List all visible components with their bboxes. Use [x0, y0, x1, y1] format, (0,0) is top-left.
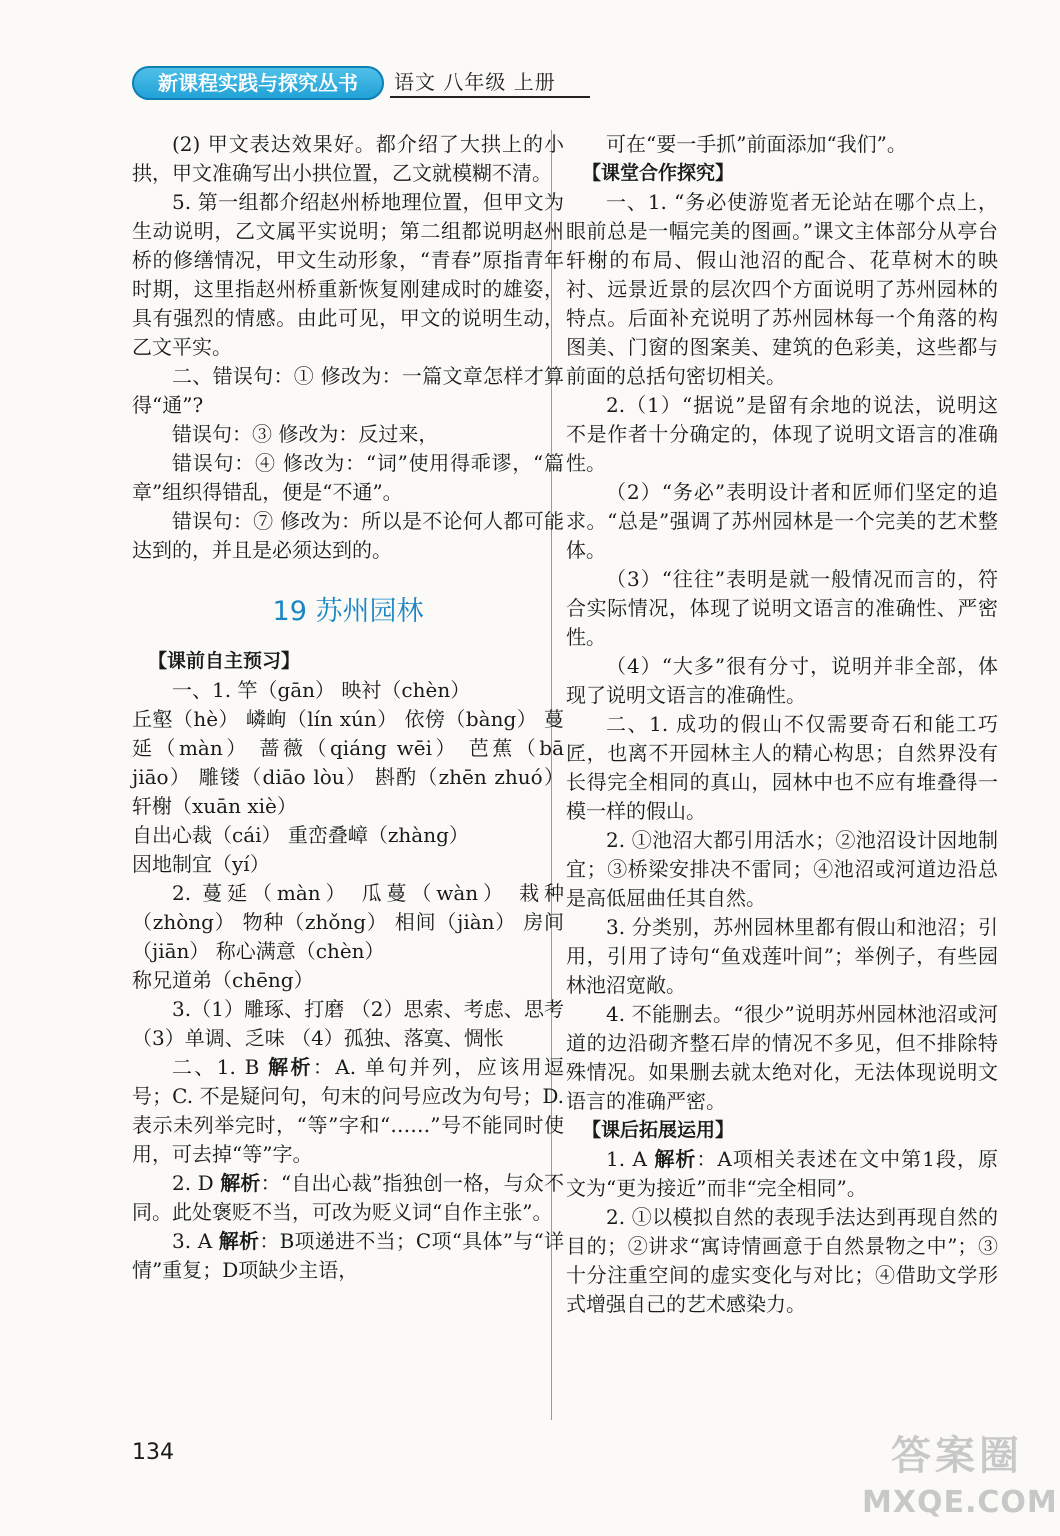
vocab-line: 一、1. 竿（gān） 映衬（chèn） — [172, 678, 471, 702]
answer-item — [566, 1145, 998, 1203]
analysis-text: ：A项相关表述在文中第1段，原文为“更为接近”而非“完全相同”。 — [566, 1147, 999, 1200]
answer-paragraph: 4. 不能删去。“很少”说明苏州园林池沼或河道的边沿砌齐整石岸的情况不多见，但不排除特殊情况。如果删去就太绝对化，无法体现说明文语言的准确严密。 — [566, 1002, 998, 1113]
subject-label: 语文 八年级 上册 — [394, 70, 556, 94]
vocab-line: 自出心裁（cái） 重峦叠嶂（zhàng） — [132, 823, 469, 847]
left-column — [132, 130, 564, 1285]
answer-paragraph: 5. 第一组都介绍赵州桥地理位置，但甲文为生动说明，乙文属平实说明；第二组都说明赵州桥的修缮情况，甲文生动形象，“青春”原指青年时期，这里指赵州桥重新恢复刚建成时的雄姿，具有强烈的情感。由此可见，甲文的说明生动，乙文平实。 — [132, 190, 564, 359]
analysis-label: 解析 — [218, 1229, 260, 1253]
answer-item — [132, 1169, 564, 1227]
book-header — [132, 66, 592, 100]
question-number: 1. A — [606, 1147, 647, 1171]
section-heading: 【课堂合作探究】 — [582, 162, 735, 184]
answer-paragraph: 错误句：④ 修改为：“词”使用得乖谬，“篇章”组织得错乱，便是“不通”。 — [132, 451, 564, 504]
answer-paragraph: 3. 分类别，苏州园林里都有假山和池沼；引用，引用了诗句“鱼戏莲叶间”；举例子，有些园林池沼宽敞。 — [566, 915, 998, 997]
question-number: 3. A — [172, 1229, 213, 1253]
section-heading: 【课后拓展运用】 — [582, 1119, 735, 1141]
answer-paragraph: 2. ①以模拟自然的表现手法达到再现自然的目的；②讲求“寓诗情画意于自然景物之中”；③十分注重空间的虚实变化与对比；④借助文学形式增强自己的艺术感染力。 — [566, 1205, 998, 1316]
analysis-text: ：B项递进不当；C项“具体”与“详情”重复；D项缺少主语， — [132, 1229, 564, 1282]
page-number: 134 — [132, 1440, 174, 1465]
answer-paragraph: 二、错误句：① 修改为：一篇文章怎样才算得“通”? — [132, 364, 564, 417]
vocab-line: 因地制宜（yí） — [132, 852, 270, 876]
answer-item — [132, 1227, 564, 1285]
analysis-label: 解析 — [268, 1055, 313, 1079]
answer-paragraph: 错误句：⑦ 修改为：所以是不论何人都可能达到的，并且是必须达到的。 — [132, 509, 564, 562]
analysis-label: 解析 — [654, 1147, 697, 1171]
analysis-label: 解析 — [220, 1171, 261, 1195]
header-underline — [390, 96, 590, 98]
answer-paragraph: （2）“务必”表明设计者和匠师们坚定的追求。“总是”强调了苏州园林是一个完美的艺术整体。 — [566, 480, 998, 562]
answer-paragraph: 可在“要一手抓”前面添加“我们”。 — [606, 132, 907, 156]
analysis-text: ：A. 单句并列，应该用逗号；C. 不是疑问句，句末的问号应改为句号；D. 表示未列举完时，“等”字和“……”号不能同时使用，可去掉“等”字。 — [132, 1055, 565, 1166]
answer-paragraph: （3）“往往”表明是就一般情况而言的，符合实际情况，体现了说明文语言的准确性、严密性。 — [566, 567, 998, 649]
answer-paragraph: （4）“大多”很有分寸，说明并非全部，体现了说明文语言的准确性。 — [566, 654, 998, 707]
series-badge: 新课程实践与探究丛书 — [132, 66, 384, 100]
analysis-text: ：“自出心裁”指独创一格，与众不同。此处褒贬不当，可改为贬义词“自作主张”。 — [132, 1171, 564, 1224]
question-number: 二、1. B — [172, 1055, 260, 1079]
right-column — [566, 130, 998, 1319]
answer-paragraph: 错误句：③ 修改为：反过来， — [172, 422, 439, 446]
answer-paragraph: 2. 蔓延（màn） 瓜蔓（wàn） 栽种（zhòng） 物种（zhǒng） 相间（jiàn） 房间（jiān） 称心满意（chèn） — [132, 881, 564, 963]
vocab-line: 丘壑（hè） 嶙峋（lín xún） 依傍（bàng） 蔓延（màn） 蔷薇（qiáng wēi） 芭蕉（bā jiāo） 雕镂（diāo lòu） 斟酌（zhēn zhuó） 轩榭（xuān xiè） — [132, 707, 564, 818]
answer-paragraph: 2. ①池沼大都引用活水；②池沼设计因地制宜；③桥梁安排决不雷同；④池沼或河道边沿总是高低屈曲任其自然。 — [566, 828, 998, 910]
watermark-url: MXQE.COM — [862, 1485, 1058, 1520]
watermark-logo — [862, 1428, 1058, 1528]
vocab-line: 称兄道弟（chēng） — [132, 968, 314, 992]
lesson-title: 19 苏州园林 — [272, 596, 424, 627]
answer-paragraph: 2.（1）“据说”是留有余地的说法，说明这不是作者十分确定的，体现了说明文语言的准确性。 — [566, 393, 998, 475]
answer-paragraph: 一、1. “务必使游览者无论站在哪个点上，眼前总是一幅完美的图画。”课文主体部分从亭台轩榭的布局、假山池沼的配合、花草树木的映衬、远景近景的层次四个方面说明了苏州园林的特点。后面补充说明了苏州园林每一个角落的构图美、门窗的图案美、建筑的色彩美，这些都与前面的总括句密切相关。 — [566, 190, 998, 388]
answer-item — [132, 1053, 564, 1169]
answer-paragraph: 二、1. 成功的假山不仅需要奇石和能工巧匠，也离不开园林主人的精心构思；自然界没有长得完全相同的真山，园林中也不应有堆叠得一模一样的假山。 — [566, 712, 998, 823]
question-number: 2. D — [172, 1171, 214, 1195]
section-heading: 【课前自主预习】 — [148, 650, 301, 672]
answer-paragraph: 3.（1）雕琢、打磨 （2）思索、考虑、思考 （3）单调、乏味 （4）孤独、落寞、惆怅 — [132, 997, 564, 1050]
watermark-text: 答案圈 — [891, 1433, 1023, 1479]
answer-paragraph: (2) 甲文表达效果好。都介绍了大拱上的小拱，甲文准确写出小拱位置，乙文就模糊不清。 — [132, 132, 564, 185]
